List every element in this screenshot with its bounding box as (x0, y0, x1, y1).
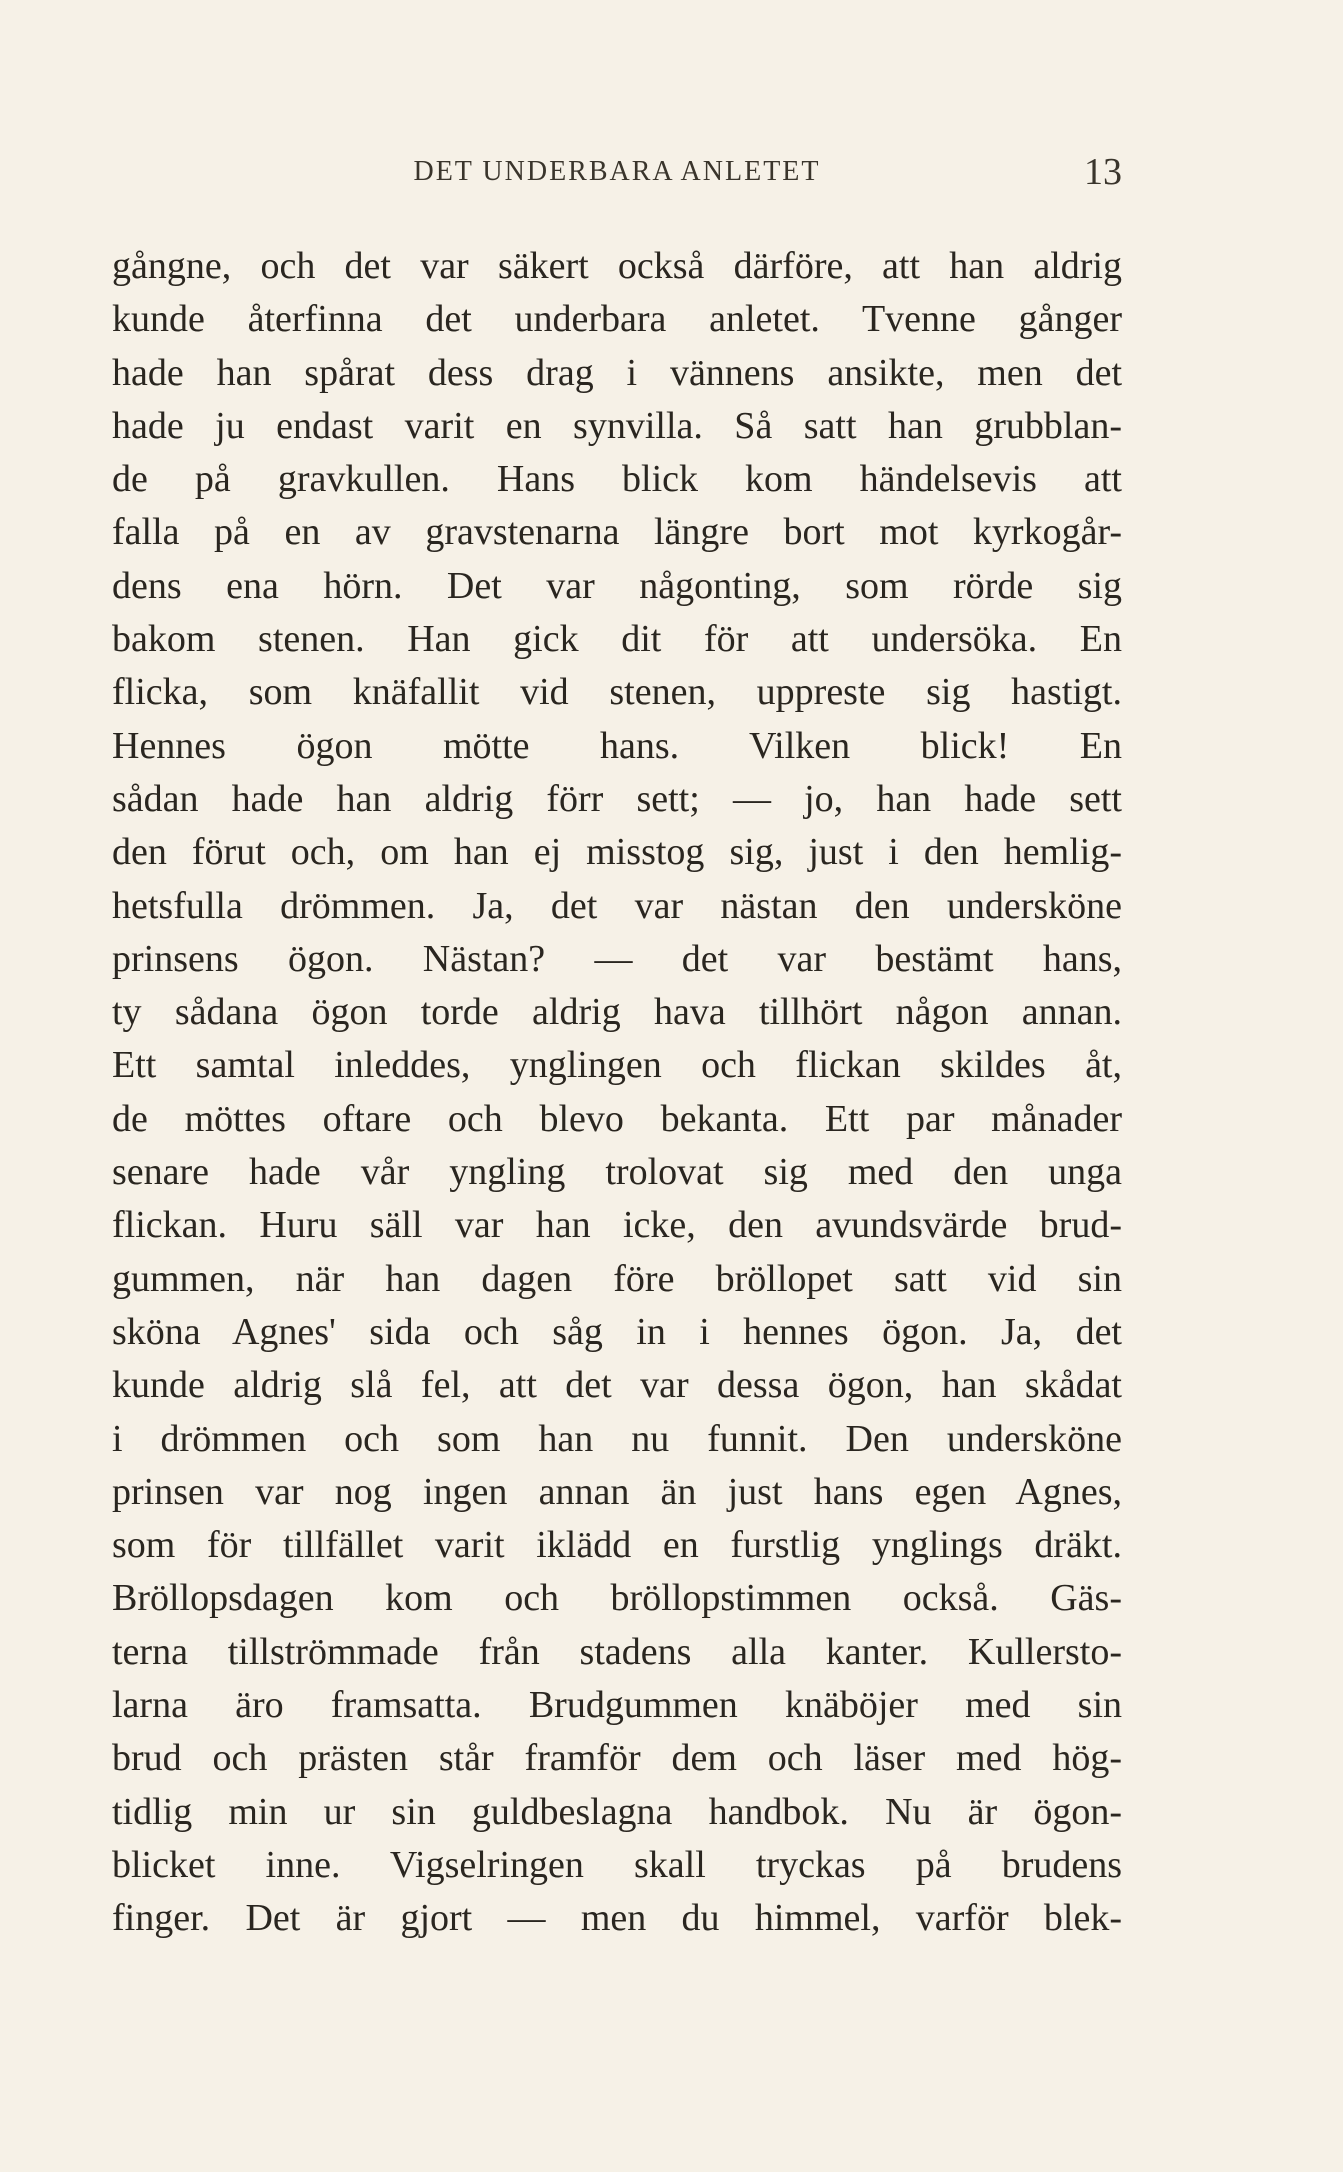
text-line: kunde återfinna det underbara anletet. Tvenne gånger (112, 298, 1122, 341)
text-line: Hennes ögon mötte hans. Vilken blick! En (112, 724, 1122, 767)
text-line: de möttes oftare och blevo bekanta. Ett par månader (112, 1097, 1122, 1140)
text-line: bakom stenen. Han gick dit för att undersöka. En (112, 618, 1122, 661)
text-line: brud och prästen står framför dem och läser med hög- (112, 1737, 1122, 1780)
text-line: prinsens ögon. Nästan? — det var bestämt hans, (112, 937, 1122, 980)
text-line: hetsfulla drömmen. Ja, det var nästan den underskönе (112, 884, 1122, 927)
text-line: gummen, när han dagen före bröllopet satt vid sin (112, 1257, 1122, 1300)
text-line: sköna Agnes' sida och såg in i hennes ögon. Ja, det (112, 1310, 1122, 1353)
text-line: Bröllopsdagen kom och bröllopstimmen också. Gäs- (112, 1577, 1122, 1620)
page-header (112, 150, 1122, 210)
text-line: senare hade vår yngling trolovat sig med den unga (112, 1151, 1122, 1194)
text-line: sådan hade han aldrig förr sett; — jo, han hade sett (112, 777, 1122, 820)
text-line: ty sådana ögon torde aldrig hava tillhört någon annan. (112, 991, 1122, 1034)
text-line: den förut och, om han ej misstog sig, just i den hemlig- (112, 831, 1122, 874)
text-line: finger. Det är gjort — men du himmel, varför blek- (112, 1897, 1122, 1940)
text-line: flickan. Huru säll var han icke, den avundsvärde brud- (112, 1204, 1122, 1247)
text-line: tidlig min ur sin guldbeslagna handbok. Nu är ögon- (112, 1790, 1122, 1833)
text-line: kunde aldrig slå fel, att det var dessa ögon, han skådat (112, 1364, 1122, 1407)
running-title: DET UNDERBARA ANLETET (413, 156, 821, 187)
text-line: i drömmen och som han nu funnit. Den underskönе (112, 1417, 1122, 1460)
text-line: hade ju endast varit en synvilla. Så satt han grubblan- (112, 404, 1122, 447)
text-line: dens ena hörn. Det var någonting, som rörde sig (112, 564, 1122, 607)
text-line: hade han spårat dess drag i vännens ansikte, men det (112, 351, 1122, 394)
text-line: flicka, som knäfallit vid stenen, uppreste sig hastigt. (112, 671, 1122, 714)
text-line: larna äro framsatta. Brudgummen knäböjer med sin (112, 1684, 1122, 1727)
text-line: som för tillfället varit iklädd en furstlig ynglings dräkt. (112, 1524, 1122, 1567)
text-line: falla på en av gravstenarna längre bort mot kyrkogår- (112, 511, 1122, 554)
text-line: blicket inne. Vigselringen skall tryckas på brudens (112, 1843, 1122, 1886)
text-line: terna tillströmmade från stadens alla kanter. Kullersto- (112, 1630, 1122, 1673)
body-text (112, 240, 1122, 1946)
text-line: Ett samtal inleddes, ynglingen och flickan skildes åt, (112, 1044, 1122, 1087)
page-number: 13 (1084, 151, 1122, 193)
text-line: de på gravkullen. Hans blick kom händelsevis att (112, 458, 1122, 501)
text-line: prinsen var nog ingen annan än just hans egen Agnes, (112, 1470, 1122, 1513)
text-line: gångne, och det var säkert också därföre, att han aldrig (112, 245, 1122, 287)
